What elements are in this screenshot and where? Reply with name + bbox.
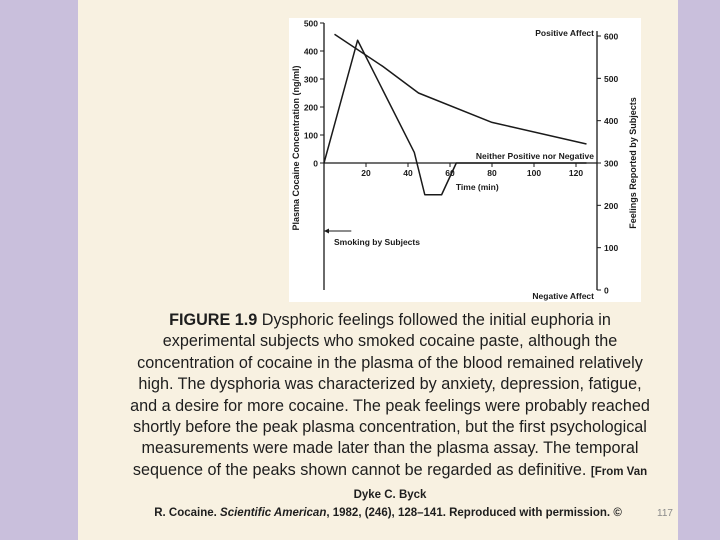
y-left-tick-label: 400 <box>303 46 318 57</box>
figure-chart <box>289 18 641 302</box>
y-left-tick-label: 300 <box>303 74 318 85</box>
caption-text: Dysphoric feelings followed the initial euphoria in experimental subjects who smoked cocaine paste, although the concentration of cocaine in the plasma of the blood remained relatively high. The dysphoria was characterized by anxiety, depression, fatigue, and a desire for more cocaine. The peak feelings were probably reached shortly before the peak plasma concentration, but the first psychological measurements were made later than the plasma assay. The temporal sequence of the peaks shown cannot be regarded as definitive. <box>130 311 650 479</box>
figure-caption <box>128 310 652 507</box>
x-tick-label: 40 <box>403 168 413 178</box>
y-right-tick-label: 0 <box>604 285 609 296</box>
y-left-tick-label: 500 <box>303 18 318 29</box>
page-number: 117 <box>657 508 673 519</box>
y-right-tick-label: 100 <box>604 243 619 254</box>
y-left-tick-label: 200 <box>303 102 318 113</box>
y-left-axis-label: Plasma Cocaine Concentration (ng/ml) <box>291 65 301 231</box>
citation-credit <box>118 507 658 519</box>
smoking-arrow-head <box>324 229 329 234</box>
x-tick-label: 20 <box>361 168 371 178</box>
positive-affect-label: Positive Affect <box>535 28 594 38</box>
citation-rest: , 1982, (246), 128–141. Reproduced with permission. © <box>326 507 622 519</box>
x-tick-label: 120 <box>568 168 584 178</box>
negative-affect-label: Negative Affect <box>532 291 594 301</box>
plasma-concentration-line <box>335 34 587 144</box>
citation-journal: Scientific American <box>220 507 327 519</box>
y-right-tick-label: 600 <box>604 31 619 42</box>
y-right-tick-label: 500 <box>604 73 619 84</box>
x-tick-label: 100 <box>526 168 542 178</box>
figure-label: FIGURE 1.9 <box>169 311 258 329</box>
y-right-tick-label: 300 <box>604 158 619 169</box>
citation-start: [From Van Dyke C. Byck <box>353 465 648 502</box>
x-tick-label: 80 <box>487 168 497 178</box>
y-right-tick-label: 200 <box>604 200 619 211</box>
x-tick-label: 60 <box>445 168 455 178</box>
neutral-label: Neither Positive nor Negative <box>475 151 594 161</box>
smoking-annotation: Smoking by Subjects <box>334 237 420 247</box>
chart-svg <box>289 18 641 302</box>
y-right-tick-label: 400 <box>604 116 619 127</box>
x-axis-label: Time (min) <box>455 182 499 192</box>
y-left-tick-label: 100 <box>303 130 318 141</box>
y-left-tick-label: 0 <box>313 158 318 169</box>
y-right-axis-label: Feelings Reported by Subjects <box>628 97 638 229</box>
citation-author: R. Cocaine. <box>154 507 217 519</box>
